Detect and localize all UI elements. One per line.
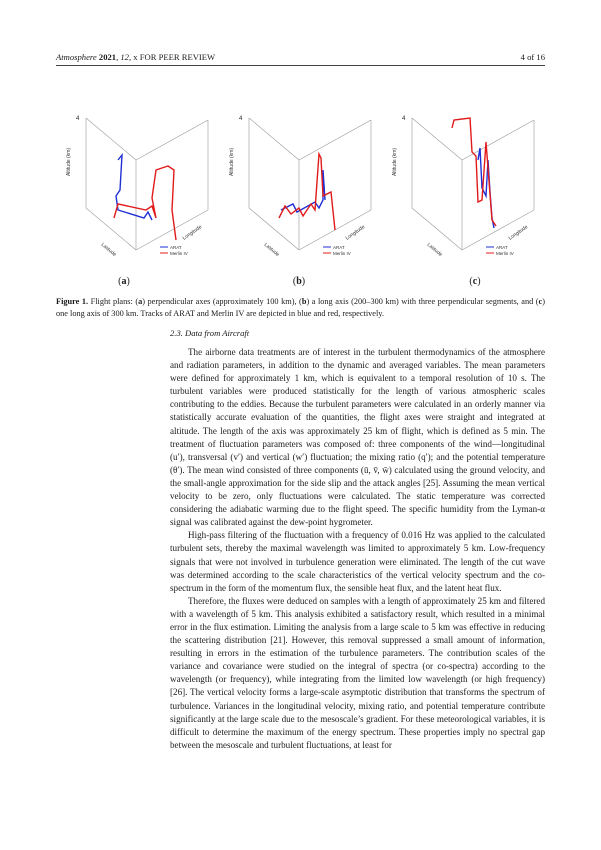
subfigure-label-a: (a) — [118, 276, 130, 287]
lat-axis-label: Latitude — [99, 241, 118, 258]
paragraph-3: Therefore, the fluxes were deduced on samples with a length of approximately 25 km and filtered with a wavelength of 5 km. This analysis exhibited a satisfactory result, which resulted in a minimal error in the flux estimation. Limiting the analysis from a large scale to 5 km was effective in reducing the scattering distribution [21]. However, this removal suppressed a small amount of information, resulting in errors in the estimation of the turbulence parameters. The contribution scales of the variance and covariance were studied on the integral of spectra (or co-spectra) according to the wavelength (or frequency), while integrating from the limited low wavelength (or high frequency) [26]. The vertical velocity forms a large-scale asymptotic distribution that transforms the spectrum of turbulence. Variances in the longitudinal velocity, mixing ratio, and potential temperature contribute significantly at the large scale due to the mesoscale’s gradient. For these meteorological variables, it is difficult to determine the maximum of the energy spectrum. These properties imply no spectral gap between the mesoscale and turbulent fluctuations, at least for — [170, 595, 545, 750]
legend-merlin: Merlin IV — [170, 251, 188, 256]
lon-axis-label: Longitude — [344, 224, 367, 242]
legend-merlin: Merlin IV — [496, 251, 514, 256]
figure-panel-b — [219, 100, 382, 270]
journal-volume: 12 — [120, 52, 129, 62]
legend-merlin: Merlin IV — [333, 251, 351, 256]
figure-panel-a — [56, 100, 219, 270]
z-axis-label: Altitude (km) — [392, 147, 398, 177]
flight-plot-b — [219, 100, 382, 270]
lat-axis-label: Latitude — [425, 241, 444, 258]
page-number: 4 of 16 — [520, 52, 545, 62]
z-axis-label: Altitude (km) — [66, 147, 72, 177]
journal-name: Atmosphere — [56, 52, 97, 62]
figure-caption: Figure 1. Flight plans: (a) perpendicular axes (approximately 100 km), (b) a long axis (200–300 km) with three perpendicular segments, and (c) one long axis of 300 km. Tracks of ARAT and Merlin IV are depicted in blue and red, respectively. — [56, 297, 545, 318]
lon-axis-label: Longitude — [181, 224, 204, 242]
running-header — [56, 52, 545, 62]
arat-track — [281, 170, 325, 212]
paragraph-1: The airborne data treatments are of interest in the turbulent thermodynamics of the atmosphere and radiation parameters, in addition to the dynamic and averaged variables. The mean parameters were defined for approximately 1 km, which is equivalent to a temporal resolution of 10 s. The turbulent variables were produced statistically for the length of various atmospheric scales contributing to the eddies. Because the turbulent parameters were calculated in an orderly manner via statistically accurate evaluation of the quantities, the flight axes were straight and integrated at altitude. The length of the axis was approximately 25 km of flight, which is defined as 5 min. The treatment of fluctuation parameters was composed of: three components of the wind—longitudinal (u′), transversal (v′) and vertical (w′) fluctuation; the mixing ratio (q′); and the potential temperature (θ′). The mean wind consisted of three components (ū, v̄, w̄) calculated using the ground velocity, and the small-angle approximation for the side slip and the attack angles [25]. Assuming the mean vertical velocity to be zero, only fluctuations were calculated. The static temperature was corrected considering the adiabatic warming due to the flight speed. The specific humidity from the Lyman-α signal was calibrated against the dew-point hygrometer. — [170, 347, 545, 528]
z-top-label: 4 — [76, 116, 80, 122]
figure-panel-c — [382, 100, 545, 270]
subfigure-label-c: (c) — [469, 276, 481, 287]
caption-label: Figure 1. — [56, 297, 89, 306]
merlin-track — [279, 154, 335, 230]
legend-arat: ARAT — [496, 245, 508, 250]
journal-year: 2021 — [98, 52, 117, 62]
legend-arat: ARAT — [333, 245, 345, 250]
section-heading: 2.3. Data from Aircraft — [170, 328, 250, 338]
merlin-track — [114, 166, 176, 240]
review-note: , x FOR PEER REVIEW — [128, 52, 216, 62]
flight-plot-c — [382, 100, 545, 270]
lon-axis-label: Longitude — [507, 224, 530, 242]
z-axis-label: Altitude (km) — [229, 147, 235, 177]
header-rule — [56, 65, 545, 66]
journal-citation: Atmosphere 2021, 12, x FOR PEER REVIEW — [56, 52, 216, 62]
z-top-label: 4 — [402, 116, 406, 122]
paragraph-2: High-pass filtering of the fluctuation with a frequency of 0.016 Hz was applied to the calculated turbulent sets, thereby the maximal wavelength was limited to approximately 5 km. Low-frequency signals that were not involved in turbulence generation were eliminated. The length of the cut wave was determined according to the scale characteristics of the vertical velocity spectrum and the co-spectrum in the form of the momentum flux, the sensible heat flux, and the latent heat flux. — [170, 530, 545, 593]
legend-arat: ARAT — [170, 245, 182, 250]
flight-plot-a — [56, 100, 219, 270]
body-text — [170, 346, 545, 752]
subfigure-label-b: (b) — [292, 276, 306, 287]
lat-axis-label: Latitude — [262, 241, 281, 258]
z-top-label: 4 — [239, 116, 243, 122]
